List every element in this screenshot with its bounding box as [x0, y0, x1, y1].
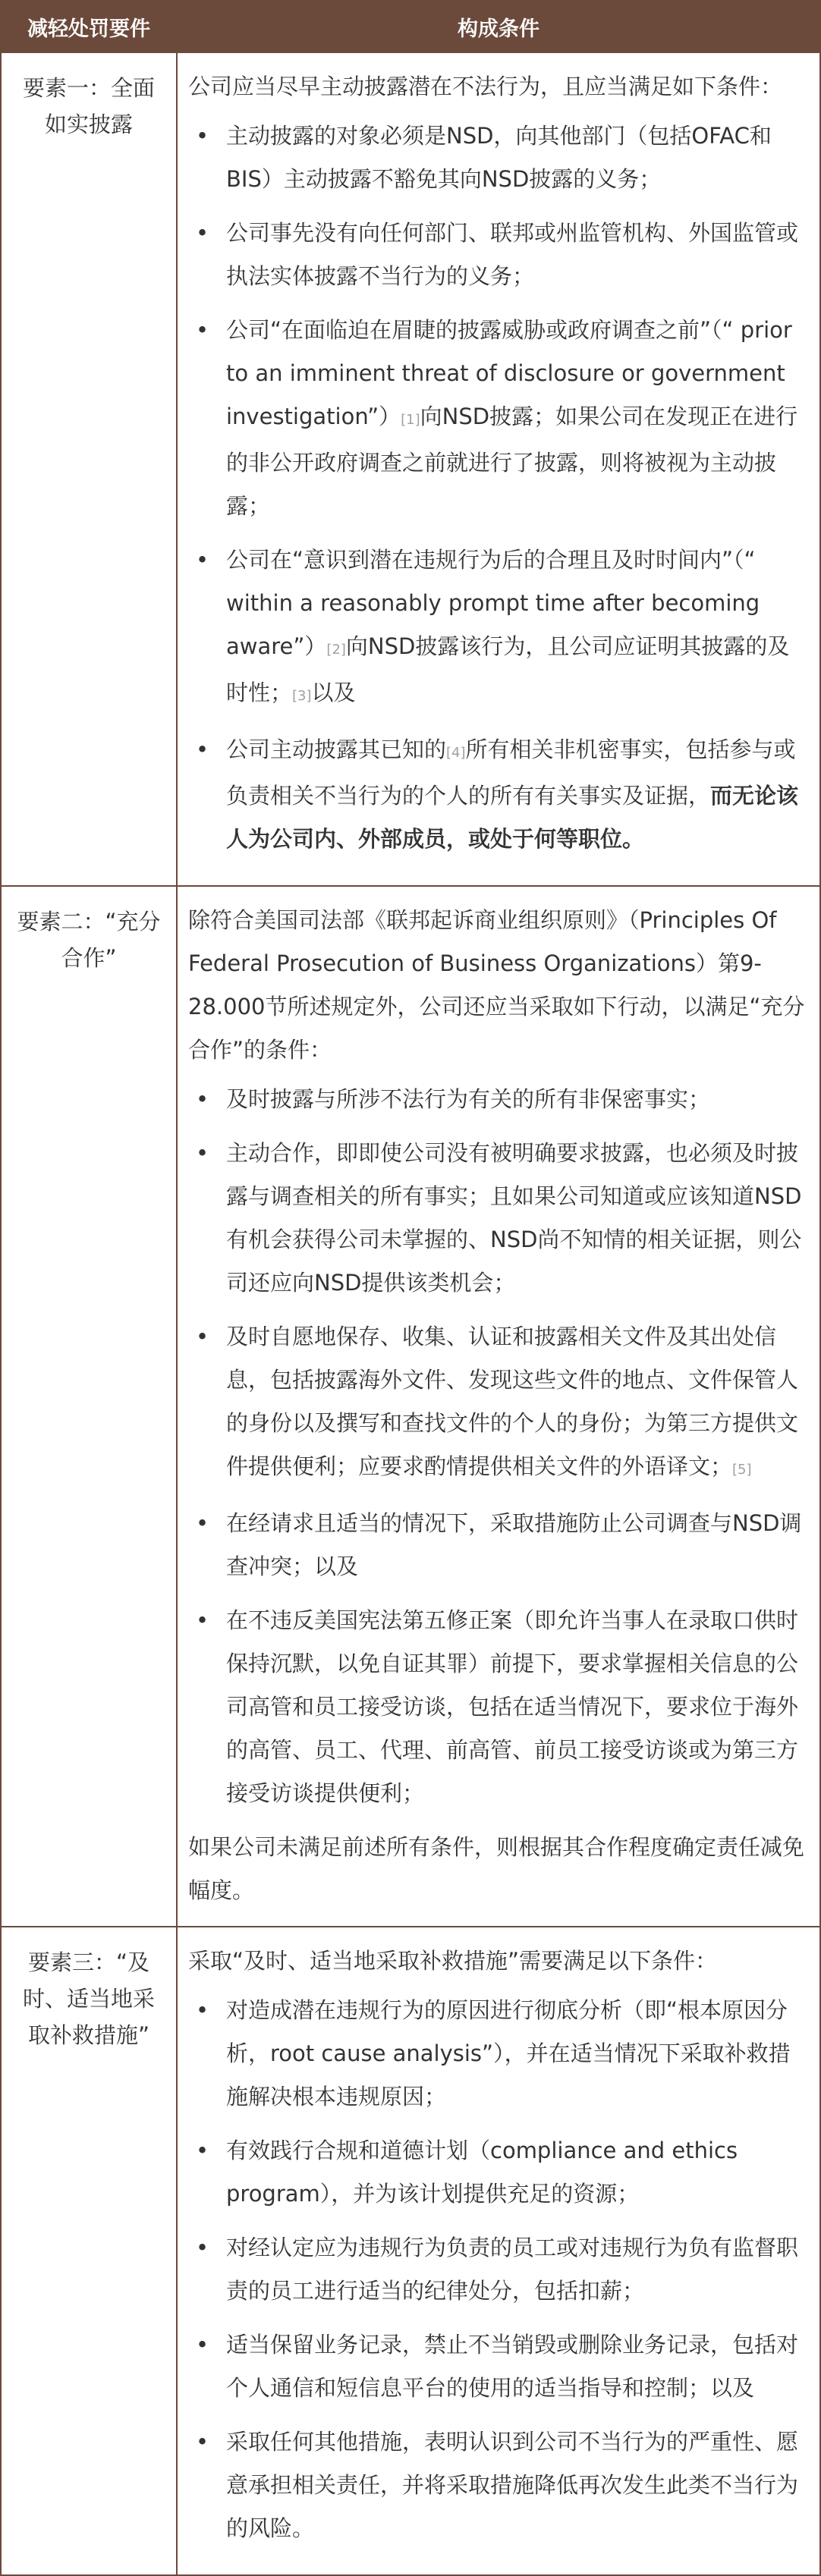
conditions-list — [188, 1078, 809, 1815]
list-item: • 公司在“意识到潜在违规行为后的合理且及时时间内”（“ within a reasonably prompt time after becoming aware”）[2]向NSD披露该行为，且公司应证明其披露的及时性；[3]以及 — [188, 539, 809, 718]
conditions-list — [188, 115, 809, 861]
row-conditions-cell — [177, 52, 820, 886]
header-col-conditions: 构成条件 — [177, 1, 820, 52]
conditions-intro: 除符合美国司法部《联邦起诉商业组织原则》（Principles Of Federal Prosecution of Business Organizations）第9-28.000节所述规定外，公司还应当采取如下行动，以满足“充分合作”的条件： — [188, 907, 805, 1063]
list-item: • 适当保留业务记录，禁止不当销毁或删除业务记录，包括对个人通信和短信息平台的使用的适当指导和控制；以及 — [188, 2323, 809, 2410]
list-item: • 主动合作，即即使公司没有被明确要求披露，也必须及时披露与调查相关的所有事实；且如果公司知道或应该知道NSD有机会获得公司未掌握的、NSD尚不知情的相关证据，则公司还应向NSD提供该类机会； — [188, 1132, 809, 1305]
list-item: • 采取任何其他措施，表明认识到公司不当行为的严重性、愿意承担相关责任，并将采取措施降低再次发生此类不当行为的风险。 — [188, 2420, 809, 2550]
table-row — [1, 1927, 820, 2575]
row-key-cell: 要素二：“充分合作” — [1, 886, 177, 1927]
row-conditions-cell — [177, 1927, 820, 2575]
emphasis-text: 而无论该人为公司内、外部成员，或处于何等职位。 — [226, 783, 799, 852]
list-item: • 对经认定应为违规行为负责的员工或对违规行为负有监督职责的员工进行适当的纪律处分，包括扣薪； — [188, 2226, 809, 2313]
footnote-ref[interactable]: [2] — [326, 642, 346, 658]
list-item: • 及时自愿地保存、收集、认证和披露相关文件及其出处信息，包括披露海外文件、发现这些文件的地点、文件保管人的身份以及撰写和查找文件的个人的身份；为第三方提供文件提供便利；应要求酌情提供相关文件的外语译文；[5] — [188, 1315, 809, 1491]
table-row — [1, 52, 820, 886]
conditions-intro: 公司应当尽早主动披露潜在不法行为，且应当满足如下条件： — [188, 74, 783, 99]
row-conditions-cell — [177, 886, 820, 1927]
table-row — [1, 886, 820, 1927]
header-col-requirement: 减轻处罚要件 — [1, 1, 177, 52]
footnote-ref[interactable]: [3] — [292, 688, 312, 704]
footnote-ref[interactable]: [5] — [732, 1462, 752, 1478]
row-key-cell: 要素三：“及时、适当地采取补救措施” — [1, 1927, 177, 2575]
list-item: • 在经请求且适当的情况下，采取措施防止公司调查与NSD调查冲突；以及 — [188, 1502, 809, 1588]
conditions-outro: 如果公司未满足前述所有条件，则根据其合作程度确定责任减免幅度。 — [188, 1834, 805, 1903]
footnote-ref[interactable]: [4] — [446, 745, 466, 761]
list-item: • 及时披露与所涉不法行为有关的所有非保密事实； — [188, 1078, 809, 1121]
list-item: • 公司主动披露其已知的[4]所有相关非机密事实，包括参与或负责相关不当行为的个人的所有有关事实及证据，而无论该人为公司内、外部成员，或处于何等职位。 — [188, 728, 809, 861]
list-item: • 主动披露的对象必须是NSD，向其他部门（包括OFAC和BIS）主动披露不豁免其向NSD披露的义务； — [188, 115, 809, 201]
conditions-list — [188, 1989, 809, 2550]
table-header-row — [1, 1, 820, 52]
conditions-intro: 采取“及时、适当地采取补救措施”需要满足以下条件： — [188, 1948, 718, 1974]
list-item: • 对造成潜在违规行为的原因进行彻底分析（即“根本原因分析，root cause analysis”），并在适当情况下采取补救措施解决根本违规原因； — [188, 1989, 809, 2119]
footnote-ref[interactable]: [1] — [401, 412, 420, 428]
list-item: • 在不违反美国宪法第五修正案（即允许当事人在录取口供时保持沉默，以免自证其罪）前提下，要求掌握相关信息的公司高管和员工接受访谈，包括在适当情况下，要求位于海外的高管、员工、代理、前高管、前员工接受访谈或为第三方接受访谈提供便利； — [188, 1599, 809, 1815]
row-key-cell: 要素一：全面如实披露 — [1, 52, 177, 886]
list-item: • 公司“在面临迫在眉睫的披露威胁或政府调查之前”（“ prior to an imminent threat of disclosure or government investigation”）[1]向NSD披露；如果公司在发现正在进行的非公开政府调查之前就进行了披露，则将被视为主动披露； — [188, 309, 809, 528]
list-item: • 有效践行合规和道德计划（compliance and ethics program），并为该计划提供充足的资源； — [188, 2129, 809, 2216]
list-item: • 公司事先没有向任何部门、联邦或州监管机构、外国监管或执法实体披露不当行为的义务； — [188, 212, 809, 298]
